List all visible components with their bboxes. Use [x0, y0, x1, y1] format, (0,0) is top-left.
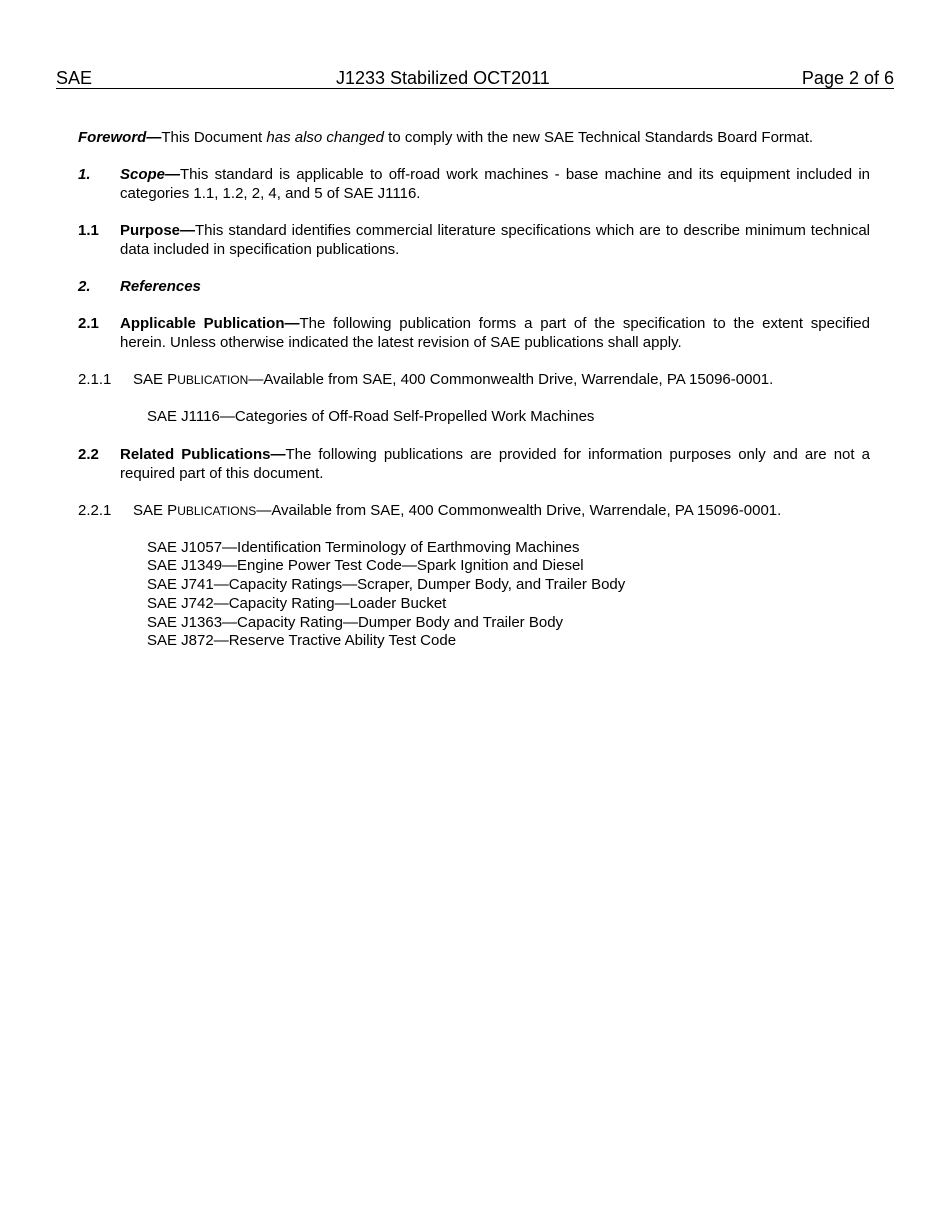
section-heading-prefix: SAE P	[133, 371, 178, 388]
section-number: 2.2	[78, 445, 99, 463]
section-number: 2.2.1	[78, 501, 112, 519]
page-header	[56, 68, 894, 89]
section-number: 2.1	[78, 315, 99, 332]
section-text: The following publications are provided for information purposes only and are not a required part of this document.	[120, 445, 870, 482]
reference-item: SAE J1363—Capacity Rating—Dumper Body and Trailer Body	[147, 613, 564, 631]
section-scope	[78, 165, 870, 203]
section-number: 2.1.1	[78, 371, 112, 388]
section-heading-prefix: SAE P	[133, 501, 178, 519]
header-document-id: J1233 Stabilized OCT2011	[336, 68, 550, 88]
foreword-italic: has also changed	[266, 129, 384, 146]
section-related-publications	[78, 445, 870, 483]
foreword-text-1: This Document	[161, 129, 267, 146]
foreword-label: Foreword—	[78, 129, 162, 146]
section-purpose	[78, 221, 870, 259]
section-text: The following publication forms a part of the specification to the extent specified herein. Unless otherwise indicated the latest revision of SAE publications shall apply.	[120, 315, 870, 351]
reference-item: SAE J742—Capacity Rating—Loader Bucket	[147, 594, 447, 612]
section-number: 2.	[78, 278, 91, 295]
section-sae-publications	[78, 501, 870, 521]
section-text: —Available from SAE, 400 Commonwealth Drive, Warrendale, PA 15096-0001.	[248, 371, 774, 388]
reference-item: SAE J1057—Identification Terminology of Earthmoving Machines	[147, 538, 580, 556]
section-heading: Purpose—	[120, 222, 196, 239]
reference-item: SAE J1349—Engine Power Test Code—Spark Ignition and Diesel	[147, 557, 584, 575]
section-number: 1.	[78, 166, 91, 183]
section-heading: Applicable Publication—	[120, 315, 300, 332]
section-references	[78, 277, 870, 296]
section-heading: References	[120, 278, 201, 295]
section-applicable-publication	[78, 314, 870, 352]
header-page-number: Page 2 of 6	[801, 68, 894, 88]
section-text: This standard is applicable to off-road work machines - base machine and its equipment included in categories 1.1, 1.2, 2, 4, and 5 of SAE J1116.	[120, 166, 870, 202]
section-text: This standard identifies commercial literature specifications which are to describe minimum technical data included in specification publications.	[120, 222, 870, 258]
document-body	[78, 128, 870, 669]
foreword-paragraph	[78, 128, 870, 147]
section-number: 1.1	[78, 222, 99, 239]
reference-item: SAE J872—Reserve Tractive Ability Test Code	[147, 632, 457, 650]
applicable-reference-list	[147, 408, 870, 427]
reference-item: SAE J1116—Categories of Off-Road Self-Propelled Work Machines	[147, 408, 595, 425]
section-heading: Related Publications—	[120, 445, 286, 463]
foreword-text-2: to comply with the new SAE Technical Standards Board Format.	[383, 129, 814, 146]
section-heading: Scope—	[120, 166, 181, 183]
reference-item: SAE J741—Capacity Ratings—Scraper, Dumper Body, and Trailer Body	[147, 576, 626, 594]
related-reference-list	[147, 539, 870, 651]
header-org: SAE	[56, 68, 93, 88]
section-text: —Available from SAE, 400 Commonwealth Drive, Warrendale, PA 15096-0001.	[256, 501, 782, 519]
section-heading-smallcaps: UBLICATIONS	[177, 503, 257, 518]
section-heading-smallcaps: UBLICATION	[177, 373, 249, 387]
section-sae-publication	[78, 370, 870, 390]
